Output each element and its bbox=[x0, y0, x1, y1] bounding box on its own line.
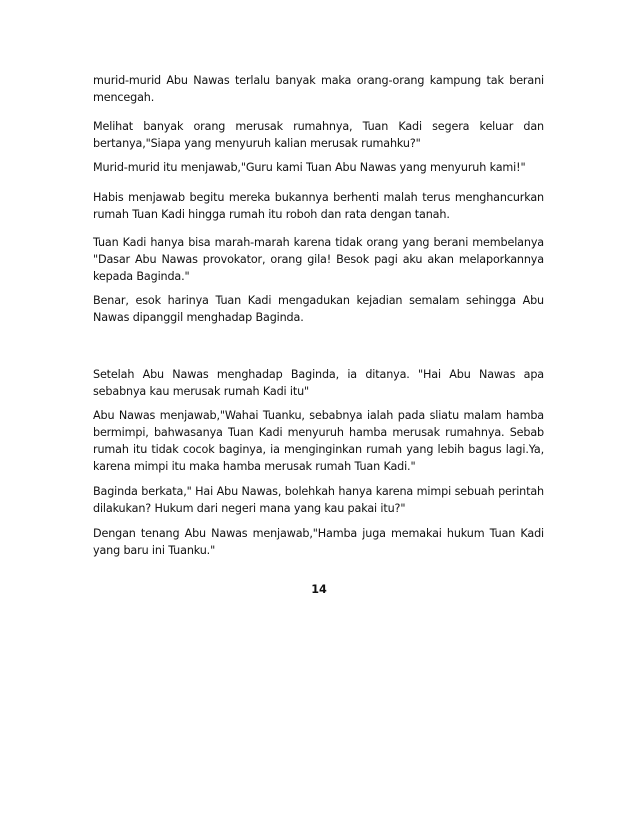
paragraph-7: Setelah Abu Nawas menghadap Baginda, ia ditanya. "Hai Abu Nawas apa sebabnya kau merusak rumah Kadi itu" bbox=[93, 368, 544, 398]
paragraph-4: Habis menjawab begitu mereka bukannya berhenti malah terus menghancurkan rumah Tuan Kadi hingga rumah itu roboh dan rata dengan tanah. bbox=[93, 191, 544, 221]
paragraph-3: Murid-murid itu menjawab,"Guru kami Tuan Abu Nawas yang menyuruh kami!" bbox=[93, 161, 526, 174]
page-number: 14 bbox=[311, 583, 327, 596]
paragraph-10: Dengan tenang Abu Nawas menjawab,"Hamba juga memakai hukum Tuan Kadi yang baru ini Tuanku." bbox=[93, 527, 544, 557]
paragraph-6: Benar, esok harinya Tuan Kadi mengadukan kejadian semalam sehingga Abu Nawas dipanggil menghadap Baginda. bbox=[93, 294, 544, 324]
paragraph-5: Tuan Kadi hanya bisa marah-marah karena tidak orang yang berani membelanya "Dasar Abu Nawas provokator, orang gila! Besok pagi aku akan melaporkannya kepada Baginda." bbox=[93, 236, 544, 283]
paragraph-9: Baginda berkata," Hai Abu Nawas, bolehkah hanya karena mimpi sebuah perintah dilakukan? Hukum dari negeri mana yang kau pakai itu?" bbox=[93, 485, 544, 515]
paragraph-1: murid-murid Abu Nawas terlalu banyak maka orang-orang kampung tak berani mencegah. bbox=[93, 74, 544, 104]
paragraph-8: Abu Nawas menjawab,"Wahai Tuanku, sebabnya ialah pada sliatu malam hamba bermimpi, bahwasanya Tuan Kadi menyuruh hamba merusak rumahnya. Sebab rumah itu tidak cocok baginya, ia menginginkan rumah yang lebih bagus lagi.Ya, karena mimpi itu maka hamba merusak rumah Tuan Kadi." bbox=[93, 409, 544, 473]
paragraph-2: Melihat banyak orang merusak rumahnya, Tuan Kadi segera keluar dan bertanya,"Siapa yang menyuruh kalian merusak rumahku?" bbox=[93, 120, 544, 150]
